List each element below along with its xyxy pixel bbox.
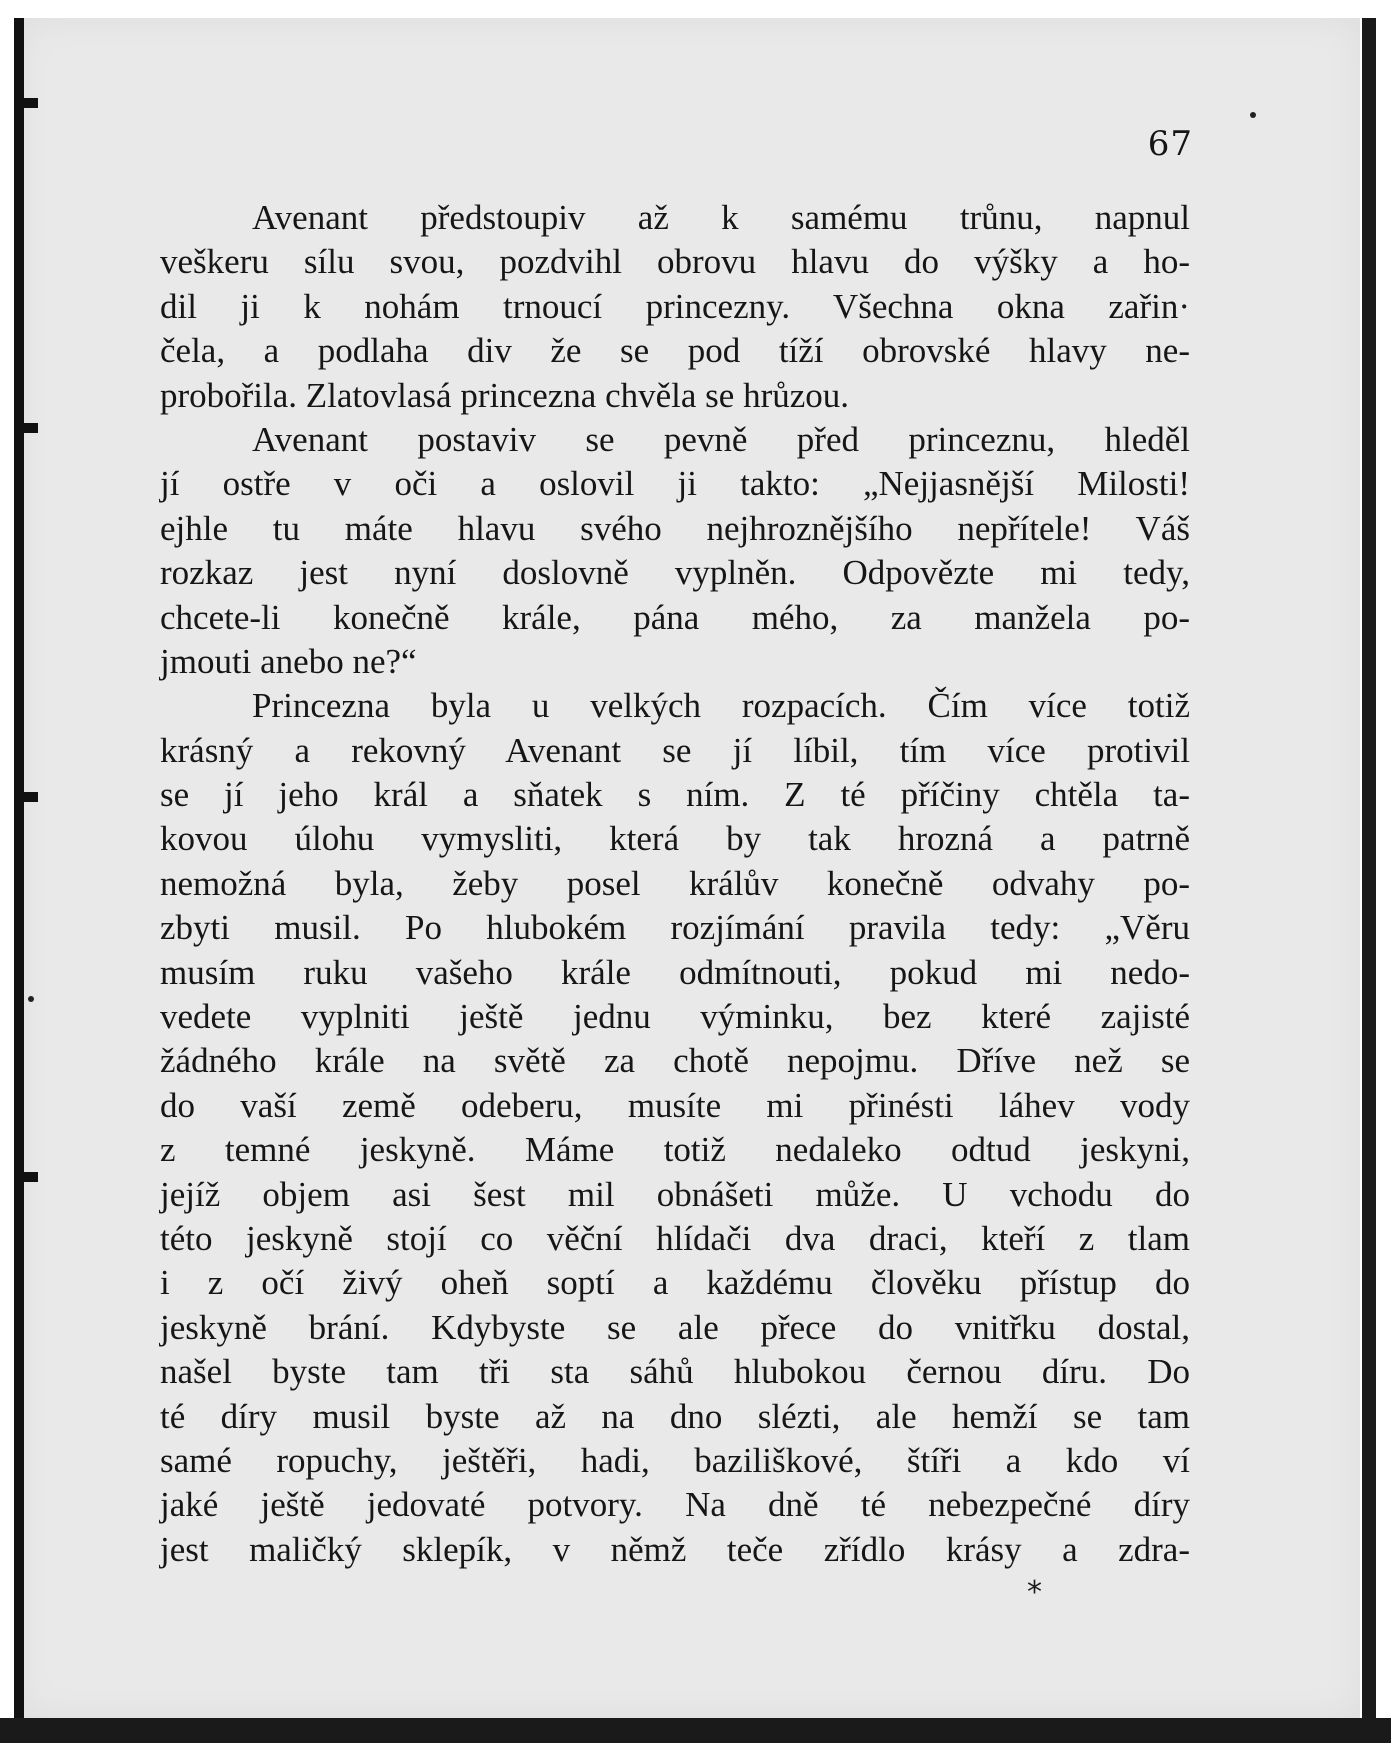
text-line: ejhle tu máte hlavu svého nejhroznějšího nepřítele! Váš bbox=[160, 508, 1190, 548]
text-line: krásný a rekovný Avenant se jí líbil, tím více protivil bbox=[160, 730, 1190, 770]
text-line: jaké ještě jedovaté potvory. Na dně té nebezpečné díry bbox=[160, 1485, 1190, 1525]
binding-notch bbox=[24, 98, 38, 108]
scan-border-bottom bbox=[0, 1718, 1391, 1743]
text-line: vedete vyplniti ještě jednu výminku, bez které zajisté bbox=[160, 997, 1190, 1037]
text-line: dil ji k nohám trnoucí princezny. Všechna okna zařin· bbox=[160, 286, 1190, 326]
text-line: samé ropuchy, ještěři, hadi, baziliškové, štíři a kdo ví bbox=[160, 1440, 1190, 1480]
text-line: musím ruku vašeho krále odmítnouti, pokud mi nedo- bbox=[160, 952, 1190, 992]
text-line: jest maličký sklepík, v němž teče zřídlo krásy a zdra- bbox=[160, 1529, 1190, 1569]
page-number: 67 bbox=[1147, 124, 1193, 164]
binding-notch bbox=[24, 1172, 38, 1182]
text-line: této jeskyně stojí co věční hlídači dva draci, kteří z tlam bbox=[160, 1218, 1190, 1258]
text-line: Avenant předstoupiv až k samému trůnu, napnul bbox=[252, 198, 1190, 237]
text-line: i z očí živý oheň soptí a každému člověku přístup do bbox=[160, 1263, 1190, 1303]
scan-border-left bbox=[14, 18, 24, 1718]
text-line: veškeru sílu svou, pozdvihl obrovu hlavu do výšky a ho- bbox=[160, 242, 1190, 282]
text-line: té díry musil byste až na dno slézti, ale hemží se tam bbox=[160, 1396, 1190, 1436]
signature-mark: * bbox=[1027, 1575, 1042, 1610]
text-line: rozkaz jest nyní doslovně vyplněn. Odpovězte mi tedy, bbox=[160, 553, 1190, 593]
scan-border-right bbox=[1362, 18, 1376, 1718]
binding-notch bbox=[24, 423, 38, 433]
text-line: se jí jeho král a sňatek s ním. Z té příčiny chtěla ta- bbox=[160, 775, 1190, 815]
text-line: do vaší země odeberu, musíte mi přinésti láhev vody bbox=[160, 1085, 1190, 1125]
text-line: čela, a podlaha div že se pod tíží obrovské hlavy ne- bbox=[160, 331, 1190, 371]
text-line: chcete-li konečně krále, pána mého, za manžela po- bbox=[160, 597, 1190, 637]
text-line: nemožná byla, žeby posel králův konečně odvahy po- bbox=[160, 863, 1190, 903]
text-line: kovou úlohu vymysliti, která by tak hrozná a patrně bbox=[160, 819, 1190, 859]
text-line: žádného krále na světě za chotě nepojmu. Dříve než se bbox=[160, 1041, 1190, 1081]
scan-speck bbox=[28, 996, 34, 1002]
body-text bbox=[160, 196, 1190, 1572]
text-line: jí ostře v oči a oslovil ji takto: „Nejjasnější Milosti! bbox=[160, 464, 1190, 504]
text-line: Princezna byla u velkých rozpacích. Čím více totiž bbox=[252, 686, 1190, 726]
text-line: jmouti anebo ne?“ bbox=[160, 641, 417, 681]
binding-notch bbox=[24, 792, 38, 802]
text-line: jejíž objem asi šest mil obnášeti může. U vchodu do bbox=[160, 1174, 1190, 1214]
text-line: našel byste tam tři sta sáhů hlubokou černou díru. Do bbox=[160, 1352, 1190, 1392]
text-line: Avenant postaviv se pevně před princeznu, hleděl bbox=[252, 419, 1190, 459]
text-line: probořila. Zlatovlasá princezna chvěla se hrůzou. bbox=[160, 375, 850, 415]
text-line: z temné jeskyně. Máme totiž nedaleko odtud jeskyni, bbox=[160, 1130, 1190, 1170]
text-line: jeskyně brání. Kdybyste se ale přece do vnitřku dostal, bbox=[160, 1307, 1190, 1347]
text-line: zbyti musil. Po hlubokém rozjímání pravila tedy: „Věru bbox=[160, 908, 1190, 948]
scan-speck bbox=[1250, 112, 1256, 118]
